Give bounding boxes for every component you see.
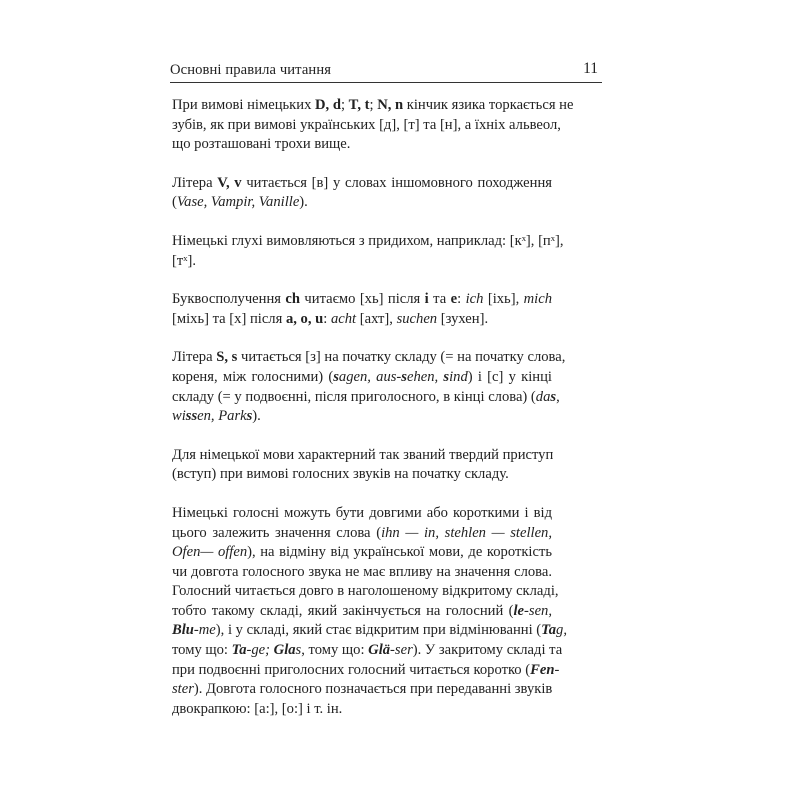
emphasized-text: suchen [396,310,438,327]
paragraph-p3 [172,232,564,271]
emphasized-text: ich [465,291,484,308]
text-run: читається [в] у словах іншомовного походження [241,174,552,191]
text-run: : [323,310,331,327]
text-run: складу (= у подвоєнні, після приголосного, в кінці слова) ( [172,388,536,405]
text-line [172,621,567,641]
text-line [172,582,559,602]
text-run: читаємо [хь] після [300,291,425,308]
emphasized-text: ehen, [406,368,444,385]
text-line [172,232,564,252]
emphasized-text: Ofen— offen [172,544,248,561]
text-run: ), і у складі, який стає відкритим при відмінюванні ( [215,622,542,639]
text-line [172,641,563,661]
text-line [172,252,552,272]
text-line [172,388,560,408]
text-run: та [428,291,451,308]
text-run: двокрапкою: [а:], [о:] і т. ін. [172,700,343,717]
emphasized-text: V, v [217,174,242,191]
emphasized-text: s [443,368,450,385]
text-run: ), на відміну від української мови, де короткість [247,544,552,561]
paragraph-p1 [172,96,574,155]
text-line [172,680,552,700]
text-run: [міхь] та [х] після [172,310,286,327]
emphasized-text: T, t [348,97,370,113]
emphasized-text: mich [523,291,553,308]
text-line [172,96,574,116]
text-run: ) і [с] у кінці [467,368,552,385]
text-run: Німецькі глухі вимовляються з придихом, наприклад: [кˣ], [пˣ], [172,232,564,249]
text-run: [тˣ]. [172,252,196,269]
page-body [172,96,574,738]
emphasized-text: i [424,291,429,308]
running-header [170,60,602,83]
emphasized-text: s [550,388,557,405]
text-run: що розташовані трохи вище. [172,136,351,153]
text-run: Для німецької мови характерний так званий твердий приступ [172,446,554,463]
text-run: ). [299,194,308,211]
emphasized-text: -me [193,622,216,639]
page-number: 11 [583,60,598,77]
text-run: тому що: [172,642,232,659]
emphasized-text: acht [330,310,357,327]
text-run: ( [172,194,177,211]
text-line [172,563,552,583]
text-line [172,661,560,681]
emphasized-text: s [333,368,339,385]
chapter-title: Основні правила читання [170,62,332,78]
emphasized-text: -ge; [246,642,274,659]
text-line [172,368,552,388]
text-line [172,290,552,310]
paragraph-p7 [172,504,567,720]
text-line [172,135,552,155]
text-line [172,524,552,544]
text-line [172,174,552,194]
text-line [172,465,552,485]
emphasized-text: S, s [216,349,238,366]
emphasized-text: s [246,408,253,425]
emphasized-text: Glä [368,642,391,659]
text-run: кореня, між голосними) ( [172,368,334,385]
text-run: читається [з] на початку складу (= на початку слова, [237,349,566,366]
text-run: [іхь], [483,291,524,308]
text-run: чи довгота голосного звука не має впливу на значення слова. [172,563,552,580]
emphasized-text: agen, aus- [338,368,402,385]
emphasized-text: ihn — in, stehlen — stellen, [381,524,552,541]
text-run: при подвоєнні приголосних голосний читається коротко ( [172,661,531,678]
text-run: цього залежить значення слова ( [172,524,382,541]
paragraph-p4 [172,290,552,329]
text-run: ; [340,97,349,113]
emphasized-text: s [401,368,407,385]
text-run: Буквосполучення [172,291,286,308]
emphasized-text: Vase, Vampir, Vanille [176,194,300,211]
text-run: Голосний читається довго в наголошеному відкритому складі, [172,583,559,600]
emphasized-text: s [295,642,302,659]
emphasized-text: a, o, u [285,310,324,327]
text-line [172,543,552,563]
emphasized-text: en, Park [197,408,247,425]
text-run: ). У закритому складі та [412,642,563,659]
emphasized-text: Blu [172,622,194,639]
text-run: ). [252,408,261,425]
text-run: ; [369,97,378,113]
emphasized-text: ind [449,368,468,385]
text-line [172,116,561,136]
emphasized-text: N, n [377,97,404,113]
paragraph-p2 [172,174,552,213]
emphasized-text: Fen [530,661,555,678]
emphasized-text: e [450,291,458,308]
emphasized-text: ster [172,681,194,698]
emphasized-text: Ta [231,642,247,659]
text-run: , тому що: [301,642,369,659]
emphasized-text: le [513,602,525,619]
text-run: ). Довгота голосного позначається при передаванні звуків [193,681,553,698]
text-run: Німецькі голосні можуть бути довгими або короткими і від [172,504,552,521]
paragraph-p5 [172,348,566,426]
emphasized-text: -ser [390,642,413,659]
emphasized-text: -sen, [524,602,552,619]
text-line [172,700,552,720]
emphasized-text: da [535,388,551,405]
text-run: Літера [172,174,218,191]
emphasized-text: wi [172,408,186,425]
emphasized-text: ch [285,291,300,308]
text-line [172,407,552,427]
text-run: (вступ) при вимові голосних звуків на початку складу. [172,466,509,483]
emphasized-text: ss [185,408,198,425]
text-run: , [556,388,560,405]
text-run: Літера [172,349,217,366]
paragraph-p6 [172,446,552,485]
text-run: кінчик язика торкається не [403,97,574,113]
text-line [172,193,552,213]
text-run: тобто такому складі, який закінчується на голосний ( [172,602,514,619]
text-line [172,446,552,466]
text-line [172,602,552,622]
text-run: зубів, як при вимові українських [д], [т] та [н], а їхніх альвеол, [172,116,561,133]
emphasized-text: - [554,661,560,678]
text-run: : [457,291,466,308]
text-line [172,348,566,368]
text-run: [ахт], [356,310,397,327]
text-run: При вимові німецьких [172,97,316,113]
text-run: [зухен]. [437,310,489,327]
emphasized-text: Gla [273,642,296,659]
text-line [172,310,552,330]
emphasized-text: g, [556,622,567,639]
emphasized-text: D, d [315,97,341,113]
emphasized-text: Ta [541,622,557,639]
text-line [172,504,552,524]
